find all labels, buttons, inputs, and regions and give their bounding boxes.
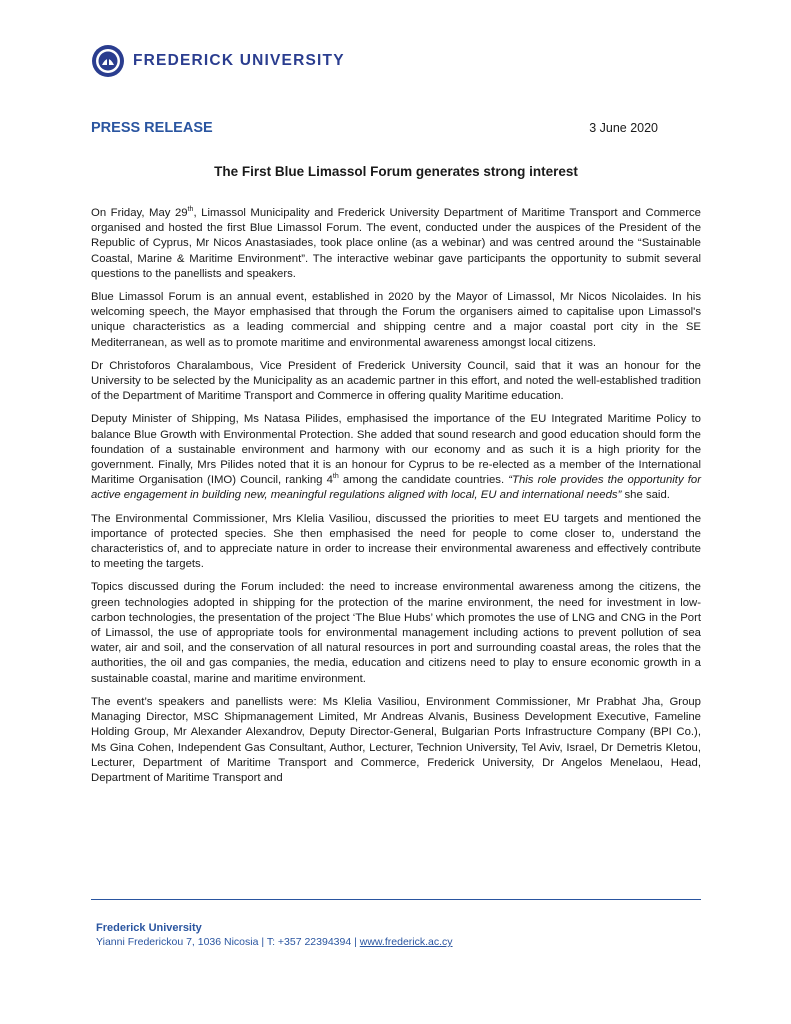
footer-divider xyxy=(91,899,701,900)
headline: The First Blue Limassol Forum generates strong interest xyxy=(214,164,578,179)
press-release-label: PRESS RELEASE xyxy=(91,120,213,136)
logo-wordmark: FREDERICK UNIVERSITY xyxy=(133,52,345,69)
paragraph: Topics discussed during the Forum included: the need to increase environmental awareness among the citizens, the green technologies adopted in shipping for the protection of the marine environment, the need for investment in low-carbon technologies, the presentation of the project ‘The Blue Hubs’ which promotes the use of LNG and CNG in the Port of Limassol, the use of appropriate tools for environmental management including actions to prevent pollution of sea water, air and soil, and the conservation of all natural resources in port and surrounding coastal areas, the roles that the authorities, the oil and gas companies, the media, education and citizens need to play to ensure economic growth in a sustainable coastal, marine and maritime environment. xyxy=(91,581,701,685)
paragraph: The Environmental Commissioner, Mrs Klelia Vasiliou, discussed the priorities to meet EU targets and mentioned the importance of protected species. She then emphasised the need for people to come closer to, understand the characteristics of, and to appreciate nature in order to increase their environmental awareness and effectively contribute to meeting the targets. xyxy=(91,512,701,571)
article-body xyxy=(91,206,701,794)
quote: “This role provides the opportunity for active engagement in building new, meaningful regulations aligned with local, EU and international needs” xyxy=(91,474,701,502)
paragraph: On Friday, May 29th, Limassol Municipality and Frederick University Department of Maritime Transport and Commerce organised and hosted the first Blue Limassol Forum. The event, conducted under the auspices of the President of the Republic of Cyprus, Mr Nicos Anastasiades, took place online (as a webinar) and was centred around the “Sustainable Coastal, Marine & Maritime Environment”. The interactive webinar gave participants the opportunity to submit several questions to the panellists and speakers. xyxy=(91,206,701,280)
university-logo xyxy=(91,43,345,79)
paragraph: The event’s speakers and panellists were: Ms Klelia Vasiliou, Environment Commissioner, Mr Prabhat Jha, Group Managing Director, MSC Shipmanagement Limited, Mr Andreas Alvanis, Business Development Executive, Fameline Holding Group, Mr Alexander Alexandrov, Deputy Director-General, Bulgarian Ports Infrastructure Company (BPI Co.), Ms Gina Cohen, Independent Gas Consultant, Author, Lecturer, Technion University, Tel Aviv, Israel, Dr Demetris Kletou, Lecturer, Department of Maritime Transport and Commerce, Frederick University, Dr Angelos Menelaou, Head, Department of Maritime Transport and xyxy=(91,695,701,784)
footer-org-name: Frederick University xyxy=(96,922,202,934)
footer xyxy=(96,921,696,949)
press-header xyxy=(91,120,658,140)
university-emblem-icon xyxy=(91,44,125,78)
website-link[interactable]: www.frederick.ac.cy xyxy=(359,936,453,948)
paragraph: Deputy Minister of Shipping, Ms Natasa Pilides, emphasised the importance of the EU Integrated Maritime Policy to balance Blue Growth with Environmental Protection. She added that sound research and good education should form the foundation of a sustainable environment and harmony with our economy and as such it is a high priority for the government. Finally, Mrs Pilides noted that it is an honour for Cyprus to be re-elected as a member of the International Maritime Organisation (IMO) Council, ranking 4th among the candidate countries. “This role provides the opportunity for active engagement in building new, meaningful regulations aligned with local, EU and international needs” she said. xyxy=(91,413,701,502)
footer-address: Yianni Frederickou 7, 1036 Nicosia | T: +357 22394394 | www.frederick.ac.cy xyxy=(96,936,453,948)
release-date: 3 June 2020 xyxy=(589,121,658,135)
paragraph: Blue Limassol Forum is an annual event, established in 2020 by the Mayor of Limassol, Mr Nicos Nicolaides. In his welcoming speech, the Mayor emphasised that through the Forum the organisers aimed to capitalise upon Limassol's unique characteristics as a leading commercial and shipping centre and a major coastal port city in the SE Mediterranean, as well as to promote maritime and environmental awareness amongst local citizens. xyxy=(91,291,701,349)
paragraph: Dr Christoforos Charalambous, Vice President of Frederick University Council, said that it was an honour for the University to be selected by the Municipality as an academic partner in this effort, and noted the well-established tradition of the Department of Maritime Transport and Commerce in offering quality Maritime education. xyxy=(91,359,701,403)
